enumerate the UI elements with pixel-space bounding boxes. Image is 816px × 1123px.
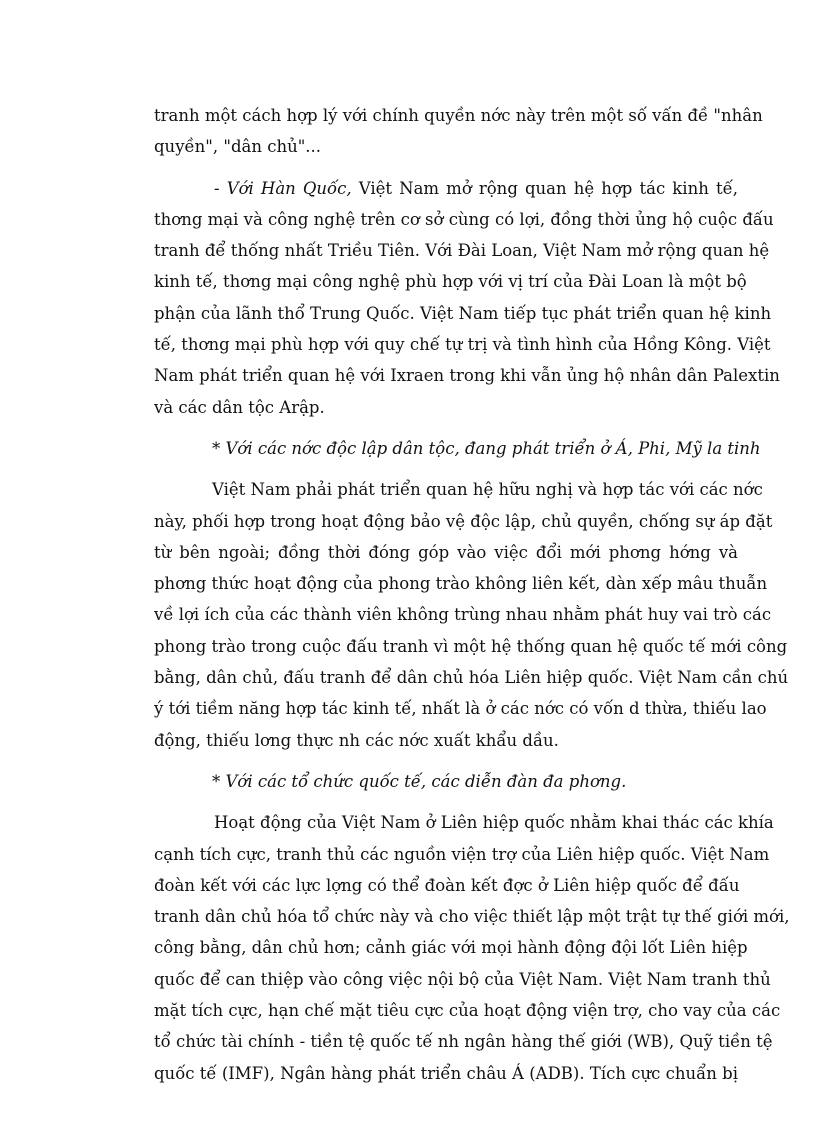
lead-rest: Việt Nam mở rộng quan hệ hợp tác kinh tế, xyxy=(351,178,738,198)
text-line: quyền", "dân chủ"... xyxy=(154,137,322,157)
text-line: Hoạt động của Việt Nam ở Liên hiệp quốc nhằm khai thác các khía xyxy=(214,813,774,833)
text-line: cạnh tích cực, tranh thủ các nguồn viện trợ của Liên hiệp quốc. Việt Nam xyxy=(154,844,770,864)
text-line: này, phối hợp trong hoạt động bảo vệ độc lập, chủ quyền, chống sự áp đặt xyxy=(154,511,773,531)
text-line: về lợi ích của các thành viên không trùng nhau nhằm phát huy vai trò các xyxy=(154,605,772,625)
text-line: bằng, dân chủ, đấu tranh để dân chủ hóa Liên hiệp quốc. Việt Nam cần chú xyxy=(154,668,789,688)
text-line: quốc để can thiệp vào công việc nội bộ của Việt Nam. Việt Nam tranh thủ xyxy=(154,969,771,989)
text-line: đoàn kết với các lực lợng có thể đoàn kết đợc ở Liên hiệp quốc để đấu xyxy=(154,875,740,895)
text-line xyxy=(154,173,738,204)
text-line: Việt Nam phải phát triển quan hệ hữu nghị và hợp tác với các nớc xyxy=(212,480,763,500)
document-page xyxy=(154,100,790,1089)
text-line: và các dân tộc Arập. xyxy=(154,397,325,417)
text-line: quốc tế (IMF), Ngân hàng phát triển châu Á (ADB). Tích cực chuẩn bị xyxy=(154,1063,738,1083)
text-line: phận của lãnh thổ Trung Quốc. Việt Nam tiếp tục phát triển quan hệ kinh xyxy=(154,303,772,323)
text-line: tổ chức tài chính - tiền tệ quốc tế nh ngân hàng thế giới (WB), Quỹ tiền tệ xyxy=(154,1032,773,1052)
text-line: Nam phát triển quan hệ với Ixraen trong khi vẫn ủng hộ nhân dân Palextin xyxy=(154,366,780,386)
text-line: tranh để thống nhất Triều Tiên. Với Đài Loan, Việt Nam mở rộng quan hệ xyxy=(154,241,770,261)
text-line: từ bên ngoài; đồng thời đóng góp vào việc đổi mới phơng hớng và xyxy=(154,542,738,562)
text-line: tranh một cách hợp lý với chính quyền nớc này trên một số vấn đề "nhân xyxy=(154,106,763,125)
text-line: thơng mại và công nghệ trên cơ sở cùng có lợi, đồng thời ủng hộ cuộc đấu xyxy=(154,209,774,229)
text-line: kinh tế, thơng mại công nghệ phù hợp với vị trí của Đài Loan là một bộ xyxy=(154,272,747,292)
text-line: công bằng, dân chủ hơn; cảnh giác với mọi hành động đội lốt Liên hiệp xyxy=(154,938,748,958)
italic-lead: Với Hàn Quốc, xyxy=(226,178,352,198)
text-line: mặt tích cực, hạn chế mặt tiêu cực của hoạt động viện trợ, cho vay của các xyxy=(154,1001,781,1021)
section-heading: * Với các tổ chức quốc tế, các diễn đàn đa phơng. xyxy=(212,771,627,791)
text-line: tế, thơng mại phù hợp với quy chế tự trị và tình hình của Hồng Kông. Việt xyxy=(154,335,771,355)
text-line: ý tới tiềm năng hợp tác kinh tế, nhất là ở các nớc có vốn d thừa, thiếu lao xyxy=(154,699,767,719)
text-line: phơng thức hoạt động của phong trào không liên kết, dàn xếp mâu thuẫn xyxy=(154,574,768,594)
section-heading: * Với các nớc độc lập dân tộc, đang phát triển ở Á, Phi, Mỹ la tinh xyxy=(212,438,761,458)
text-line: động, thiếu lơng thực nh các nớc xuất khẩu dầu. xyxy=(154,730,559,750)
text-line: phong trào trong cuộc đấu tranh vì một hệ thống quan hệ quốc tế mới công xyxy=(154,636,788,656)
text-line: tranh dân chủ hóa tổ chức này và cho việc thiết lập một trật tự thế giới mới, xyxy=(154,907,790,927)
list-dash: - xyxy=(214,178,227,198)
